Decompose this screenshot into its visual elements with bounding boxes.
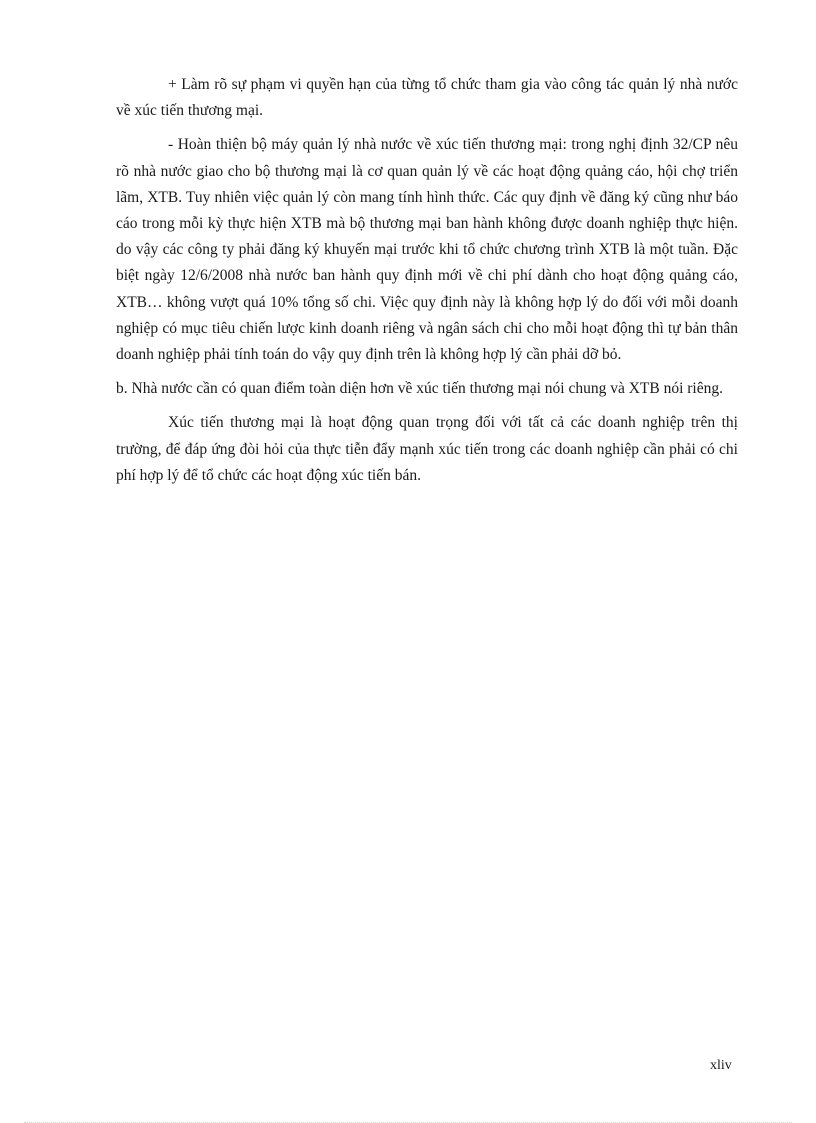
paragraph-trade-promotion: Xúc tiến thương mại là hoạt động quan trọng đối với tất cả các doanh nghiệp trên thị trường, để đáp ứng đòi hỏi của thực tiễn đẩy mạnh xúc tiến trong các doanh nghiệp cần phải có chi phí hợp lý để tổ chức các hoạt động xúc tiến bán.: [116, 414, 738, 484]
document-body: [116, 72, 738, 497]
paragraph-scope-clarification: + Làm rõ sự phạm vi quyền hạn của từng tổ chức tham gia vào công tác quản lý nhà nước về xúc tiến thương mại.: [116, 76, 738, 120]
paragraph-management-apparatus: - Hoàn thiện bộ máy quản lý nhà nước về xúc tiến thương mại: trong nghị định 32/CP nêu rõ nhà nước giao cho bộ thương mại là cơ quan quản lý về các hoạt động quảng cáo, hội chợ triển lãm, XTB. Tuy nhiên việc quản lý còn mang tính hình thức. Các quy định về đăng ký cũng như báo cáo trong mỗi kỳ thực hiện XTB mà bộ thương mại ban hành không được doanh nghiệp thực hiện. do vậy các công ty phải đăng ký khuyến mại trước khi tổ chức chương trình XTB là một tuần. Đặc biệt ngày 12/6/2008 nhà nước ban hành quy định mới về chi phí dành cho hoạt động quảng cáo, XTB… không vượt quá 10% tổng số chi. Việc quy định này là không hợp lý do đối với mỗi doanh nghiệp có mục tiêu chiến lược kinh doanh riêng và ngân sách chi cho mỗi hoạt động thì tự bản thân doanh nghiệp phải tính toán do vậy quy định trên là không hợp lý cần phải dỡ bỏ.: [116, 136, 738, 364]
page-number: xliv: [710, 1058, 732, 1073]
paragraph-comprehensive-view: b. Nhà nước cần có quan điểm toàn diện hơn về xúc tiến thương mại nói chung và XTB nói riêng.: [116, 380, 723, 398]
